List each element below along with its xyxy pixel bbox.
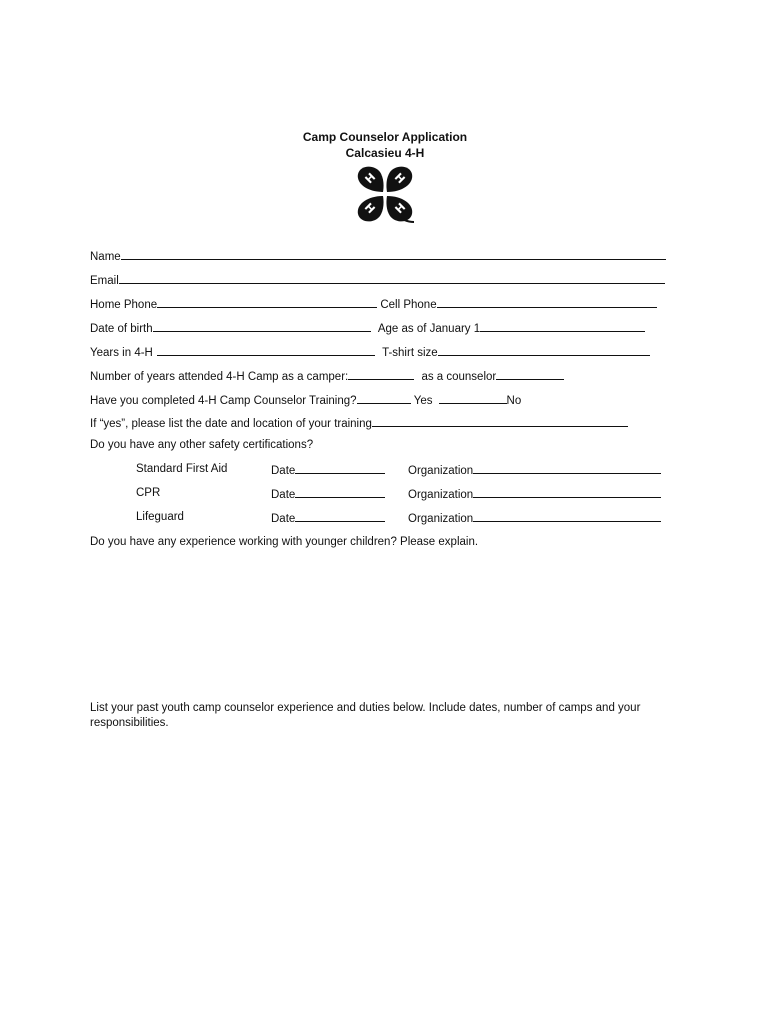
- years-4h-label: Years in 4-H: [90, 347, 153, 359]
- experience-answer-area[interactable]: [90, 555, 680, 685]
- organization-label: Organization: [408, 489, 474, 501]
- organization-field[interactable]: [473, 462, 661, 474]
- past-experience-answer-area[interactable]: [90, 740, 680, 980]
- age-label: Age as of January 1: [377, 323, 481, 335]
- safety-question: Do you have any other safety certifications?: [90, 439, 314, 451]
- no-label: No: [506, 395, 522, 407]
- camp-years-row: [90, 368, 564, 384]
- dob-field[interactable]: [153, 320, 371, 332]
- cell-phone-label: Cell Phone: [380, 299, 437, 311]
- years-4h-field[interactable]: [157, 344, 375, 356]
- age-field[interactable]: [480, 320, 645, 332]
- if-yes-label: If “yes”, please list the date and location of your training: [90, 418, 372, 430]
- cell-phone-field[interactable]: [437, 296, 657, 308]
- tshirt-label: T-shirt size: [382, 347, 438, 359]
- date-label: Date: [271, 513, 296, 525]
- yes-label: Yes: [413, 395, 433, 407]
- past-experience-question: List your past youth camp counselor experience and duties below. Include dates, number of camps and your responsibilities.: [90, 702, 641, 729]
- email-field[interactable]: [119, 272, 665, 284]
- date-field[interactable]: [295, 510, 385, 522]
- if-yes-row: [90, 415, 628, 431]
- organization-field[interactable]: [473, 510, 661, 522]
- training-question: Have you completed 4-H Camp Counselor Training?: [90, 395, 357, 407]
- certification-date: [271, 462, 385, 478]
- leaf-letter: H: [392, 200, 409, 217]
- training-details-field[interactable]: [372, 415, 628, 427]
- certification-org: [408, 510, 661, 526]
- camp-years-field[interactable]: [348, 368, 414, 380]
- phone-row: [90, 296, 657, 312]
- home-phone-label: Home Phone: [90, 299, 158, 311]
- home-phone-field[interactable]: [157, 296, 377, 308]
- form-subtitle: Calcasieu 4-H: [345, 146, 425, 160]
- safety-row: [90, 438, 313, 452]
- certification-name: Standard First Aid: [136, 463, 228, 475]
- leaf-letter: H: [361, 200, 378, 217]
- organization-field[interactable]: [473, 486, 661, 498]
- training-no-field[interactable]: [439, 392, 507, 404]
- name-field[interactable]: [121, 248, 666, 260]
- counselor-years-field[interactable]: [496, 368, 564, 380]
- certification-org: [408, 486, 661, 502]
- date-field[interactable]: [295, 462, 385, 474]
- years-row: [90, 344, 650, 360]
- leaf-letter: H: [391, 170, 408, 187]
- certification-date: [271, 486, 385, 502]
- form-title: Camp Counselor Application: [302, 130, 468, 144]
- training-yes-field[interactable]: [357, 392, 411, 404]
- organization-label: Organization: [408, 465, 474, 477]
- email-row: [90, 272, 665, 288]
- certification-name: Lifeguard: [136, 511, 184, 523]
- email-label: Email: [90, 275, 119, 287]
- certification-org: [408, 462, 661, 478]
- birth-row: [90, 320, 645, 336]
- date-label: Date: [271, 489, 296, 501]
- date-label: Date: [271, 465, 296, 477]
- experience-question: Do you have any experience working with younger children? Please explain.: [90, 536, 479, 548]
- name-label: Name: [90, 251, 121, 263]
- leaf-letter: H: [362, 170, 379, 187]
- date-field[interactable]: [295, 486, 385, 498]
- camp-years-label: Number of years attended 4-H Camp as a camper:: [90, 371, 349, 383]
- certification-name: CPR: [136, 487, 161, 499]
- as-counselor-label: as a counselor: [421, 371, 497, 383]
- tshirt-field[interactable]: [438, 344, 650, 356]
- 4-h-clover-logo-icon: [350, 162, 420, 226]
- name-row: [90, 248, 666, 264]
- training-row: [90, 392, 521, 408]
- dob-label: Date of birth: [90, 323, 153, 335]
- organization-label: Organization: [408, 513, 474, 525]
- certification-date: [271, 510, 385, 526]
